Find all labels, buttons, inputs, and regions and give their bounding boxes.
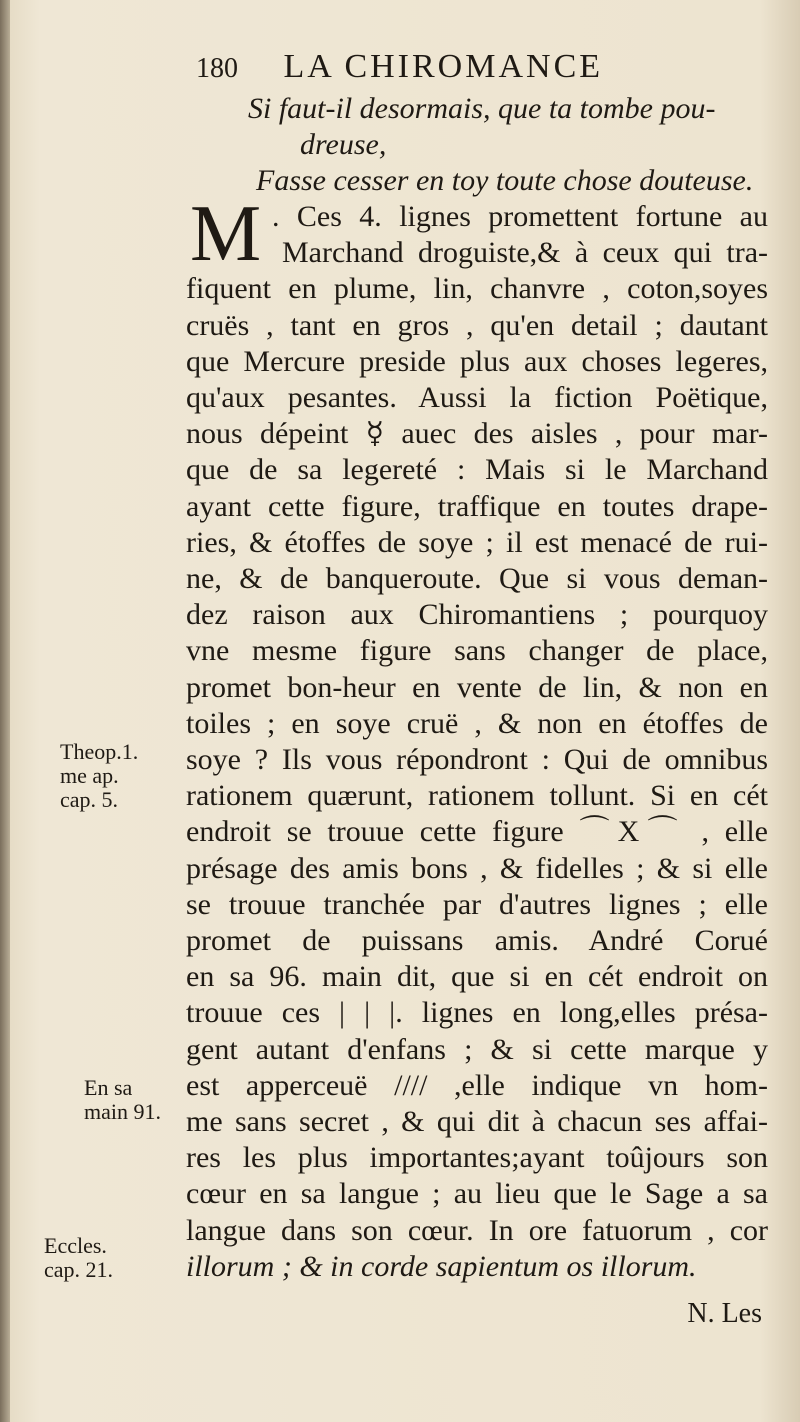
margin-note-line: Eccles. (44, 1233, 107, 1258)
body-line: nous dépeint ☿ auec des aisles , pour mar- (186, 417, 768, 451)
body-line: fiquent en plume, lin, chanvre , coton,soyes (186, 272, 768, 306)
body-line: qu'aux pesantes. Aussi la fiction Poëtique, (186, 381, 768, 414)
body-line: Marchand droguiste,& à ceux qui tra- (282, 236, 768, 270)
body-line: se trouue tranchée par d'autres lignes ; elle (186, 887, 768, 921)
body-line: langue dans son cœur. In ore fatuorum , cor (186, 1213, 768, 1247)
body-line: illorum ; & in corde sapientum os illorum. (186, 1249, 697, 1283)
margin-note-eccles (44, 1234, 113, 1282)
body-line: est apperceuë //// ,elle indique vn hom- (186, 1068, 768, 1102)
margin-note-line: En sa (84, 1075, 133, 1100)
body-line: ayant cette figure, traffique en toutes drape- (186, 489, 768, 523)
body-line: promet de puissans amis. André Corué (186, 924, 768, 957)
body-line: que Mercure preside plus aux choses legeres, (186, 344, 768, 378)
margin-note-line: main 91. (84, 1099, 161, 1124)
catchword: N. Les (687, 1298, 762, 1329)
margin-note-line: Theop.1. (60, 739, 139, 764)
body-line: que de sa legereté : Mais si le Marchand (186, 453, 768, 487)
body-line: toiles ; en soye cruë , & non en étoffes de (186, 706, 768, 740)
body-line: res les plus importantes;ayant toûjours son (186, 1141, 768, 1175)
margin-note-line: cap. 5. (60, 787, 119, 812)
body-line: ries, & étoffes de soye ; il est menacé de rui- (186, 525, 768, 559)
body-line: trouue ces | | |. lignes en long,elles présa- (186, 996, 768, 1030)
body-line: soye ? Ils vous répondront : Qui de omnibus (186, 743, 768, 776)
body-line: en sa 96. main dit, que si en cét endroit on (186, 960, 768, 994)
page-number: 180 (196, 53, 238, 84)
book-spine (0, 0, 10, 1422)
body-line: ne, & de banqueroute. Que si vous deman- (186, 562, 768, 595)
body-line: . Ces 4. lignes promettent fortune au (272, 200, 768, 233)
drop-cap: M (190, 190, 262, 278)
margin-note-theop (60, 740, 138, 812)
margin-note-corue (84, 1076, 161, 1124)
running-title: LA CHIROMANCE (283, 48, 604, 85)
body-line: vne mesme figure sans changer de place, (186, 634, 768, 668)
margin-note-line: cap. 21. (44, 1257, 114, 1282)
body-line: cruës , tant en gros , qu'en detail ; dautant (186, 308, 768, 342)
body-line: présage des amis bons , & fidelles ; & si elle (186, 851, 768, 885)
body-line: rationem quærunt, rationem tollunt. Si en cét (186, 779, 768, 813)
verse-line-2: dreuse, (300, 128, 387, 161)
running-header (196, 48, 756, 86)
verse-line-3: Fasse cesser en toy toute chose douteuse. (256, 164, 754, 197)
body-line: dez raison aux Chiromantiens ; pourquoy (186, 598, 768, 632)
body-line: cœur en sa langue ; au lieu que le Sage a sa (186, 1177, 768, 1211)
body-line: endroit se trouue cette figure ⌒X⌒ , elle (186, 815, 768, 849)
body-line: gent autant d'enfans ; & si cette marque y (186, 1032, 768, 1066)
margin-note-line: me ap. (60, 763, 119, 788)
body-line: promet bon-heur en vente de lin, & non en (186, 670, 768, 704)
verse-line-1: Si faut-il desormais, que ta tombe pou- (248, 92, 716, 125)
body-line: me sans secret , & qui dit à chacun ses affai- (186, 1105, 768, 1138)
